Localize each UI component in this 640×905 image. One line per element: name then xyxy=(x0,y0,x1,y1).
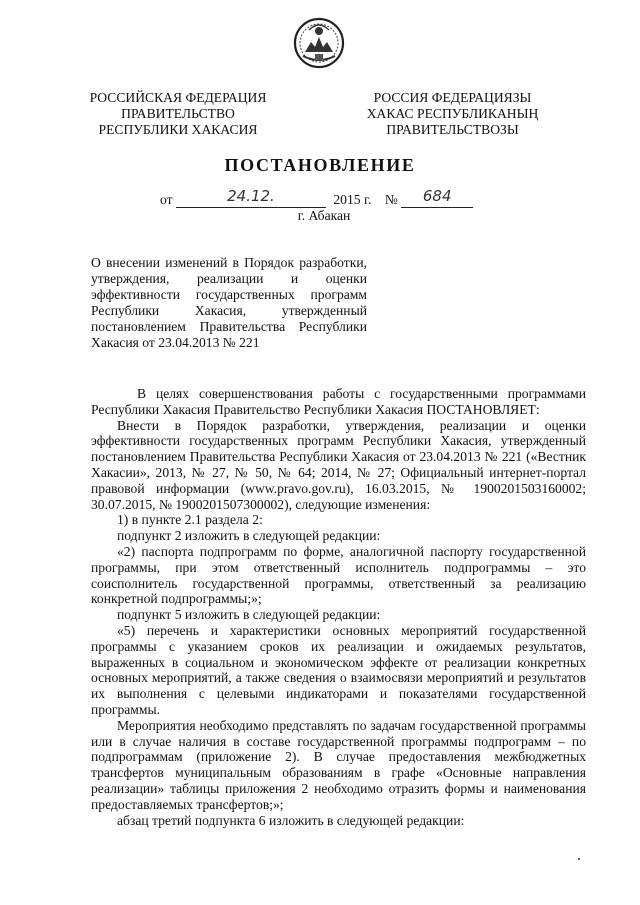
header-left-line-3: РЕСПУБЛИКИ ХАКАСИЯ xyxy=(98,122,258,137)
year-label: 2015 г. xyxy=(333,192,372,207)
body-paragraph-6: подпункт 5 изложить в следующей редакции: xyxy=(117,607,381,623)
body-paragraph-7: «5) перечень и характеристики основных мероприятий государственной программы с указанием сроков их реализации и ожидаемых результатов, выраженных в социальном и экономическом эффекте от реализации конкретных основных мероприятий, а также сведения о взаимосвязи мероприятий и результатов их выполнения с целевыми индикаторами и показателями государственной программы. xyxy=(91,622,586,717)
body-paragraph-2: Внести в Порядок разработки, утверждения, реализации и оценки эффективности государственных программ Республики Хакасия, утвержденный постановлением Правительства Республики Хакасия от 23.04.2013 № 221 («Вестник Хакасии», 2013, № 27, № 50, № 64; 2014, № 27; Официальный интернет-портал правовой информации (www.pravo.gov.ru), 16.03.2015, № 1900201503160002; 30.07.2015, № 1900201507300002), следующие изменения: xyxy=(91,417,586,512)
date-blank xyxy=(176,187,326,208)
body-paragraph-3: 1) в пункте 2.1 раздела 2: xyxy=(117,512,263,528)
body-paragraph-4: подпункт 2 изложить в следующей редакции: xyxy=(117,528,381,544)
header-left-line-1: РОССИЙСКАЯ ФЕДЕРАЦИЯ xyxy=(89,90,267,105)
body-paragraph-8: Мероприятия необходимо представлять по задачам государственной программы или в случае наличия в составе государственной программы подпрограмм – по подпрограммам (приложение 2). В случае предоставления межбюджетных трансфертов муниципальным образованиям в графе «Основные направления реализации» таблицы приложения 2 необходимо отразить формы и наименования предоставляемых трансфертов;»; xyxy=(91,717,586,812)
body-paragraph-9: абзац третий подпункта 6 изложить в следующей редакции: xyxy=(117,812,465,828)
header-right-line-3: ПРАВИТЕЛЬСТВОЗЫ xyxy=(386,122,519,137)
body-paragraph-5: «2) паспорта подпрограмм по форме, аналогичной паспорту государственной программы, при этом ответственный исполнитель подпрограммы – это соисполнитель государственной программы, ответственный за реализацию конкретной подпрограммы;»; xyxy=(91,543,586,607)
header-left-block xyxy=(78,90,278,138)
header-right-line-2: ХАКАС РЕСПУБЛИКАНЫҢ xyxy=(366,106,539,121)
coat-of-arms-emblem xyxy=(289,16,349,70)
header-right-line-1: РОССИЯ ФЕДЕРАЦИЯЗЫ xyxy=(373,90,532,105)
handwritten-date: 24.12. xyxy=(227,187,275,205)
document-title: ПОСТАНОВЛЕНИЕ xyxy=(224,155,416,175)
handwritten-number: 684 xyxy=(422,187,452,205)
number-sign: № xyxy=(384,192,398,207)
document-subject: О внесении изменений в Порядок разработки, утверждения, реализации и оценки эффективности государственных программ Республики Хакасия, утвержденный постановлением Правительства Республики Хакасия от 23.04.2013 № 221 xyxy=(91,255,367,350)
scan-dot xyxy=(578,858,580,860)
date-number-line xyxy=(160,187,473,208)
header-left-line-2: ПРАВИТЕЛЬСТВО xyxy=(121,106,235,121)
city-label: г. Абакан xyxy=(297,208,351,223)
header-right-block xyxy=(355,90,550,138)
date-prefix: от xyxy=(160,192,173,207)
number-blank xyxy=(401,187,473,208)
document-body xyxy=(91,386,586,828)
body-paragraph-1: В целях совершенствования работы с государственными программами Республики Хакасия Правительство Республики Хакасия ПОСТАНОВЛЯЕТ: xyxy=(91,386,586,417)
